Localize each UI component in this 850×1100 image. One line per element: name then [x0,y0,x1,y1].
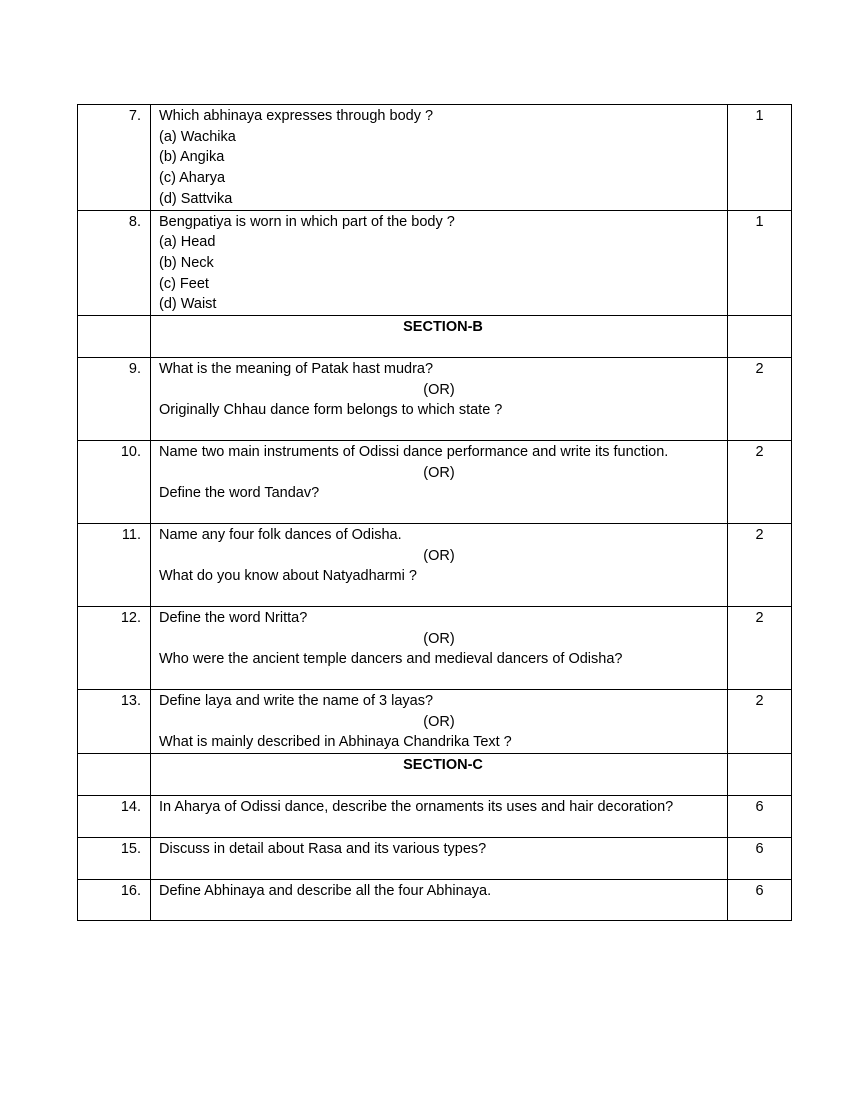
section-heading [151,316,728,358]
question-text [151,880,728,921]
question-text [151,838,728,880]
or-separator: (OR) [423,630,455,647]
question-number: 9. [78,358,151,441]
marks: 2 [728,607,792,690]
question-number: 13. [78,690,151,754]
question-number: 16. [78,880,151,921]
marks: 1 [728,105,792,211]
question-text [151,796,728,838]
or-separator: (OR) [423,464,455,481]
question-line: Name two main instruments of Odissi dance performance and write its function. [159,444,669,461]
question-number: 15. [78,838,151,880]
question-line: Name any four folk dances of Odisha. [159,527,402,544]
question-row [78,441,792,524]
question-line: What is the meaning of Patak hast mudra? [159,361,434,378]
section-title: SECTION-C [403,757,483,774]
question-row [78,796,792,838]
question-number: 7. [78,105,151,211]
question-text [151,358,728,441]
or-separator: (OR) [423,713,455,730]
option-line: (c) Aharya [159,170,226,187]
question-line: Define laya and write the name of 3 layas? [159,693,434,710]
section-title: SECTION-B [403,319,483,336]
alternate-question-line: What is mainly described in Abhinaya Chandrika Text ? [159,734,512,751]
question-line: Which abhinaya expresses through body ? [159,108,434,124]
or-separator: (OR) [423,547,455,564]
section-heading [151,754,728,796]
question-row [78,210,792,316]
question-row [78,880,792,921]
question-line: Discuss in detail about Rasa and its various types? [159,841,487,858]
question-row [78,358,792,441]
question-text [151,210,728,316]
question-number: 10. [78,441,151,524]
question-number [78,316,151,358]
section-row [78,754,792,796]
alternate-question-line: What do you know about Natyadharmi ? [159,568,417,585]
or-separator: (OR) [423,381,455,398]
question-number: 8. [78,210,151,316]
alternate-question-line: Originally Chhau dance form belongs to which state ? [159,402,503,419]
question-line: Define the word Nritta? [159,610,308,627]
question-row [78,105,792,211]
question-table-body [78,105,792,921]
marks: 2 [728,358,792,441]
marks: 2 [728,690,792,754]
marks: 2 [728,524,792,607]
question-number: 11. [78,524,151,607]
question-number: 12. [78,607,151,690]
option-line: (c) Feet [159,275,209,292]
option-line: (d) Waist [159,296,217,313]
question-text [151,105,728,211]
marks: 6 [728,796,792,838]
question-number: 14. [78,796,151,838]
question-text [151,441,728,524]
marks [728,316,792,358]
option-line: (b) Neck [159,254,214,271]
question-line: Bengpatiya is worn in which part of the body ? [159,213,455,230]
marks [728,754,792,796]
question-row [78,690,792,754]
option-line: (a) Wachika [159,128,236,145]
marks: 2 [728,441,792,524]
question-line: Define Abhinaya and describe all the four Abhinaya. [159,883,492,900]
question-row [78,524,792,607]
question-table [77,104,792,921]
question-text [151,524,728,607]
question-number [78,754,151,796]
section-row [78,316,792,358]
question-line: In Aharya of Odissi dance, describe the ornaments its uses and hair decoration? [159,799,674,816]
option-line: (a) Head [159,234,216,251]
marks: 1 [728,210,792,316]
question-text [151,690,728,754]
question-row [78,838,792,880]
option-line: (d) Sattvika [159,190,233,207]
marks: 6 [728,838,792,880]
question-row [78,607,792,690]
question-text [151,607,728,690]
option-line: (b) Angika [159,149,225,166]
alternate-question-line: Define the word Tandav? [159,485,320,502]
alternate-question-line: Who were the ancient temple dancers and medieval dancers of Odisha? [159,651,623,668]
marks: 6 [728,880,792,921]
